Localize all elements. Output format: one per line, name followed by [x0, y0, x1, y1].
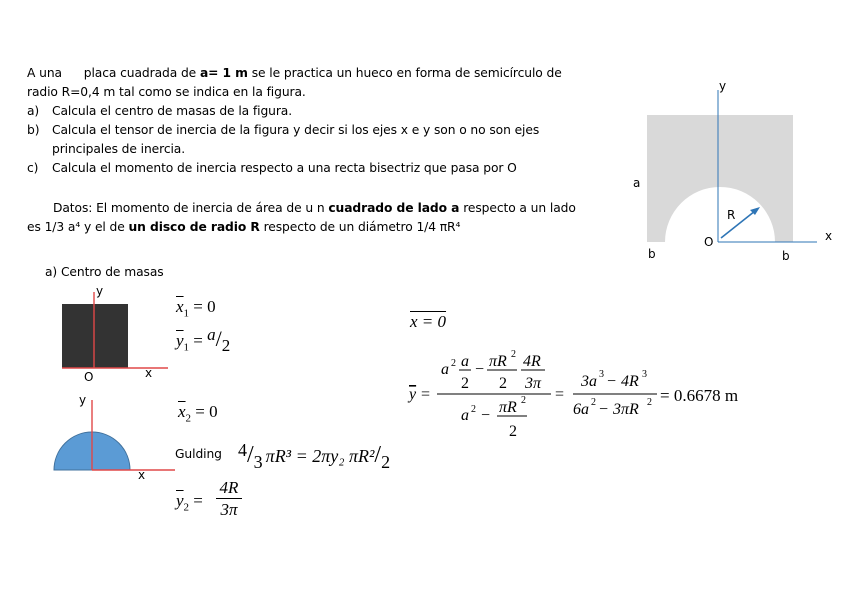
semicircle-label-x: x	[138, 468, 146, 482]
svg-text:2: 2	[591, 397, 596, 408]
svg-text:2: 2	[461, 375, 469, 392]
svg-text:y: y	[409, 386, 417, 403]
figure-label-y: y	[719, 79, 727, 93]
svg-text:3: 3	[599, 369, 604, 380]
svg-text:3a: 3a	[581, 373, 597, 390]
plate-figure	[620, 78, 840, 268]
dark-square	[62, 304, 128, 368]
problem-line-2: radio R=0,4 m tal como se indica en la figura.	[27, 85, 306, 99]
figure-label-R: R	[727, 208, 736, 222]
svg-text:−: −	[607, 373, 617, 390]
svg-text:3: 3	[642, 369, 647, 380]
svg-text:2: 2	[647, 397, 652, 408]
figure-label-x: x	[825, 229, 833, 243]
ybar-result: = 0.6678 m	[660, 386, 739, 405]
svg-text:2: 2	[509, 423, 517, 440]
y1-equation: $\overline{y}_1 = a/2$	[176, 325, 231, 355]
svg-text:4R: 4R	[621, 373, 639, 390]
x1-equation: $\overline{x}_1 = 0$	[176, 297, 216, 320]
svg-text:−: −	[481, 407, 491, 424]
figure-label-b-left: b	[648, 247, 656, 261]
plate-with-hole	[647, 115, 793, 242]
svg-text:4R: 4R	[523, 353, 541, 370]
datos-line-2: es 1/3 a⁴ y el de un disco de radio R respecto de un diámetro 1/4 πR⁴	[27, 220, 461, 234]
svg-text:−: −	[599, 401, 609, 418]
svg-text:2: 2	[499, 375, 507, 392]
svg-text:3πR: 3πR	[613, 401, 639, 418]
svg-text:a: a	[461, 407, 469, 424]
question-a: a) Calcula el centro de masas de la figura.	[27, 104, 293, 118]
figure-label-a: a	[633, 176, 641, 190]
svg-text:3π: 3π	[525, 375, 542, 392]
gulding-equation: 4/3 πR³ = 2πy₂ πR²/2	[238, 440, 391, 472]
svg-text:a: a	[461, 353, 469, 370]
question-b: b) Calcula el tensor de inercia de la figura y decir si los ejes x e y son o no son ejes	[27, 123, 540, 137]
square-figure	[55, 288, 175, 380]
svg-text:=: =	[421, 386, 431, 403]
datos-line-1: Datos: El momento de inercia de área de u n cuadrado de lado a respecto a un lado	[53, 201, 576, 215]
svg-text:2: 2	[451, 358, 456, 369]
solution-heading: a) Centro de masas	[45, 265, 164, 279]
side-length: a= 1 m	[199, 66, 248, 80]
square-label-x: x	[145, 366, 153, 380]
svg-text:πR: πR	[489, 353, 507, 370]
svg-text:πR: πR	[499, 399, 517, 416]
svg-text:a: a	[441, 361, 449, 378]
semicircle-label-y: y	[79, 393, 87, 407]
svg-text:2: 2	[511, 349, 516, 360]
semicircle-figure	[50, 398, 180, 478]
svg-text:=: =	[555, 386, 565, 403]
problem-line-1: A una placa cuadrada de a= 1 m se le practica un hueco en forma de semicírculo de	[27, 66, 562, 80]
question-c: c) Calcula el momento de inercia respecto a una recta bisectriz que pasa por O	[27, 161, 517, 175]
x2-equation: $\overline{x}_2 = 0$	[178, 402, 218, 425]
figure-label-O: O	[704, 235, 714, 249]
square-label-y: y	[96, 284, 104, 298]
svg-text:2: 2	[521, 395, 526, 406]
figure-label-b-right: b	[782, 249, 790, 263]
svg-text:2: 2	[471, 404, 476, 415]
square-label-O: O	[84, 370, 94, 384]
question-b-continued: principales de inercia.	[52, 142, 186, 156]
svg-text:−: −	[475, 361, 485, 378]
svg-text:6a: 6a	[573, 401, 589, 418]
xbar-equation: x = 0	[410, 312, 447, 331]
gulding-label: Gulding	[175, 447, 222, 461]
